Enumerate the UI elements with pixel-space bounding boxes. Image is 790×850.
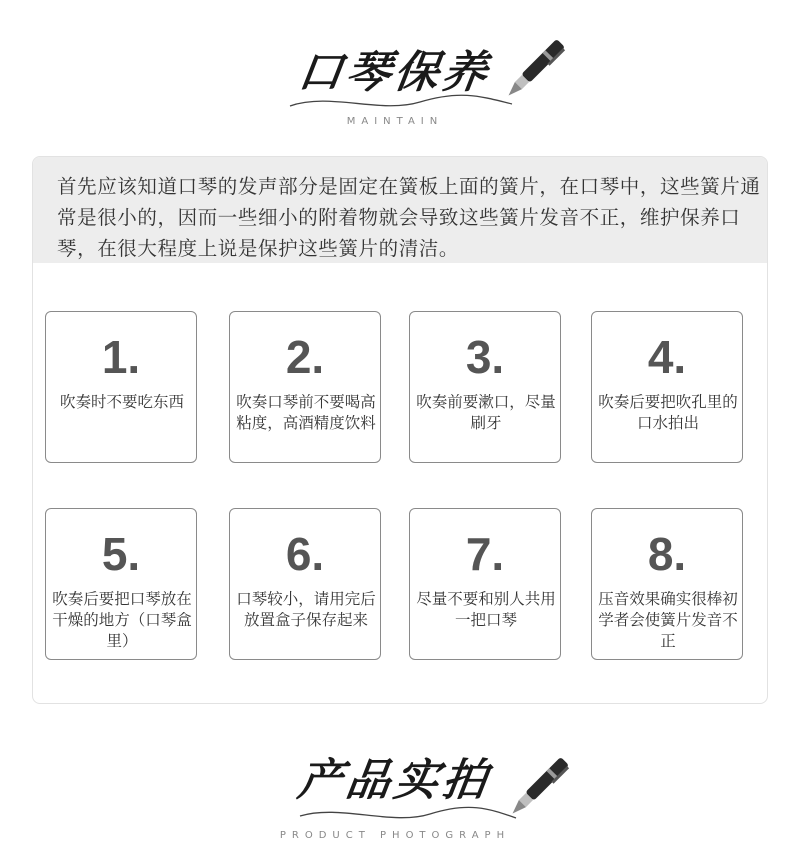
tip-number: 7. (465, 528, 505, 580)
tip-number: 4. (647, 331, 687, 383)
pen-icon (494, 30, 574, 110)
photo-heading (0, 738, 790, 850)
tip-number: 5. (101, 528, 141, 580)
tip-card-1 (45, 311, 197, 463)
intro-text: 首先应该知道口琴的发声部分是固定在簧板上面的簧片，在口琴中，这些簧片通常是很小的，因而一些细小的附着物就会导致这些簧片发音不正，维护保养口琴，在很大程度上说是保护这些簧片的清洁。 (57, 175, 761, 260)
tip-number: 3. (465, 331, 505, 383)
photo-subtitle: PRODUCT PHOTOGRAPH (279, 830, 511, 841)
tip-text: 吹奏前要漱口，尽量刷牙 (416, 393, 556, 432)
intro-panel (33, 157, 767, 263)
maintenance-card (32, 156, 768, 704)
maintain-heading (0, 30, 790, 140)
tip-number: 6. (285, 528, 325, 580)
tip-card-3 (409, 311, 561, 463)
tip-text: 尽量不要和别人共用一把口琴 (416, 590, 556, 629)
photo-title: 产品实拍 (294, 755, 494, 806)
tip-text: 压音效果确实很棒初学者会使簧片发音不正 (598, 590, 738, 650)
tip-number: 8. (647, 528, 687, 580)
tip-text: 吹奏后要把口琴放在干燥的地方（口琴盒里） (52, 590, 192, 650)
pen-icon (498, 748, 578, 828)
tip-number: 1. (101, 331, 141, 383)
tip-text: 吹奏后要把吹孔里的口水拍出 (598, 393, 738, 432)
tip-card-5 (45, 508, 197, 660)
tip-card-7 (409, 508, 561, 660)
maintain-title: 口琴保养 (294, 47, 494, 98)
tip-text: 口琴较小，请用完后放置盒子保存起来 (236, 590, 376, 629)
tip-text: 吹奏时不要吃东西 (59, 393, 184, 411)
tip-card-2 (229, 311, 381, 463)
maintain-subtitle: MAINTAIN (346, 116, 444, 127)
tip-card-6 (229, 508, 381, 660)
tip-card-4 (591, 311, 743, 463)
tip-card-8 (591, 508, 743, 660)
tip-number: 2. (285, 331, 325, 383)
tip-text: 吹奏口琴前不要喝高粘度，高酒精度饮料 (236, 393, 376, 432)
